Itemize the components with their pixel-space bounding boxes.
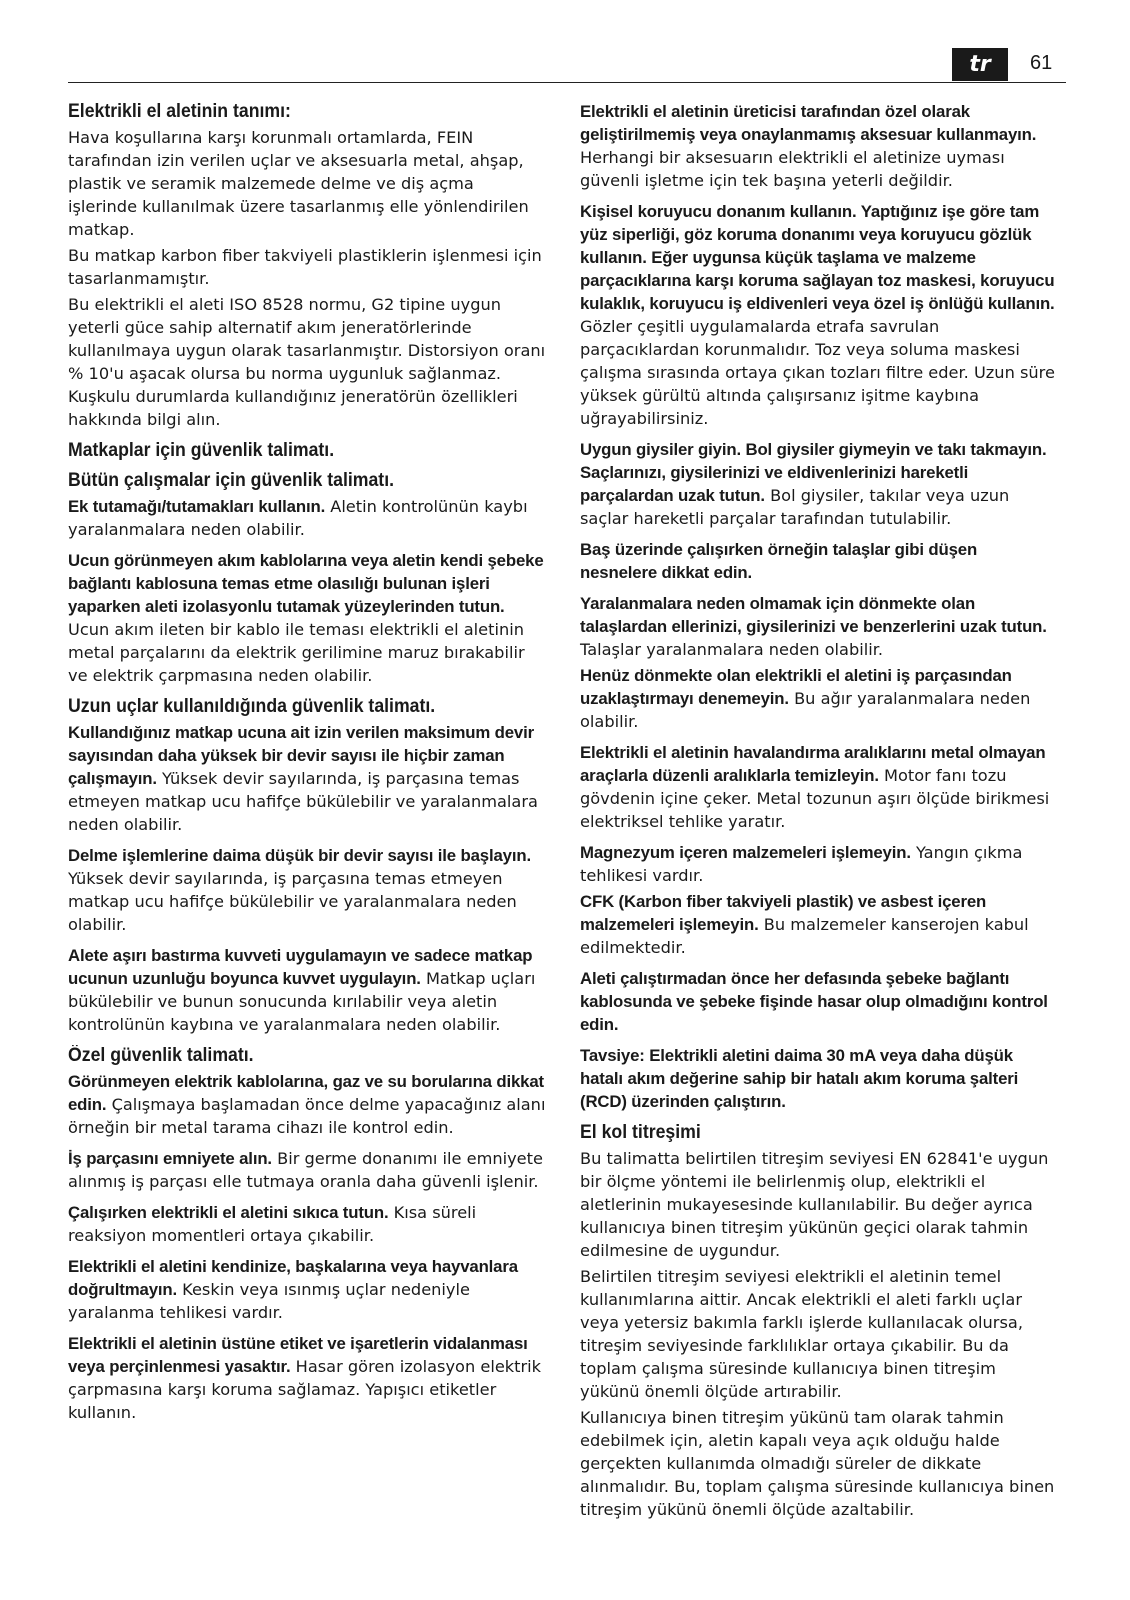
safety-item-text: Bu ağır yaralanmalara neden olabilir.: [580, 689, 1031, 731]
safety-item-overhead-work: [580, 538, 1058, 584]
heading-long-bits-safety: Uzun uçlar kullanıldığında güvenlik talimatı.: [68, 696, 436, 717]
safety-item-bold: Elektrikli el aletinin havalandırma aralıklarını metal olmayan araçlarla düzenli aralıklarla temizleyin.: [580, 743, 1046, 785]
header-rule: [68, 82, 1066, 83]
safety-item-text: Ucun akım ileten bir kablo ile teması elektrikli el aletinin metal parçalarını da elektrik gerilimine maruz bırakabilir ve elektrik çarpmasına neden olabilir.: [68, 620, 525, 685]
safety-item-bold: Kişisel koruyucu donanım kullanın. Yaptığınız işe göre tam yüz siperliği, göz koruma donanımı veya koruyucu gözlük kullanın. Eğer uygunsa küçük taşlama ve malzeme parçacıklarına karşı koruma sağlayan toz maskesi, koruyucu kulaklık, koruyucu iş eldivenleri veya özel iş önlüğü kullanın.: [580, 202, 1055, 313]
safety-item-bold: Elektrikli el aletinin üreticisi tarafından özel olarak geliştirilmemiş veya onaylanmamış aksesuar kullanmayın.: [580, 102, 1037, 144]
page-number: 61: [1030, 52, 1053, 74]
vibration-paragraph-3: Kullanıcıya binen titreşim yükünü tam olarak tahmin edebilmek için, aletin kapalı veya açık olduğu halde gerçekten kullanımda olmadığı süreler de dikkate alınmalıdır. Bu, toplam çalışma süresinde kullanıcıya binen titreşim yükünü önemli ölçüde azaltabilir.: [580, 1408, 1055, 1519]
safety-item-bold: Ek tutamağı/tutamakları kullanın.: [68, 497, 326, 516]
safety-item-text: Gözler çeşitli uygulamalarda etrafa savrulan parçacıklardan korunmalıdır. Toz veya soluma maskesi çalışma sırasında ortaya çıkan tozları filtre eder. Uzun süre yüksek gürültü altında çalışırsanız işitme kaybına uğrayabilirsiniz.: [580, 317, 1055, 428]
safety-item-text: Kısa süreli reaksiyon momentleri ortaya çıkabilir.: [68, 1203, 477, 1245]
safety-item-clean-vents: [580, 741, 1058, 833]
safety-item-bold: Baş üzerinde çalışırken örneğin talaşlar gibi düşen nesnelere dikkat edin.: [580, 540, 978, 582]
heading-all-operations-safety: Bütün çalışmalar için güvenlik talimatı.: [68, 470, 395, 491]
language-tab: tr: [952, 48, 1008, 81]
description-paragraph-3: Bu elektrikli el aleti ISO 8528 normu, G2 tipine uygun yeterli güce sahip alternatif akım jeneratörlerinde kullanılmaya uygun olarak tasarlanmıştır. Distorsiyon oranı % 10'u aşacak olursa bu norma uygunluk sağlanmaz. Kuşkulu durumlarda kullandığınız jeneratörün özellikleri hakkında bilgi alın.: [68, 295, 546, 429]
safety-item-text: Hasar gören izolasyon elektrik çarpmasına karşı koruma sağlamaz. Yapışıcı etiketler kullanın.: [68, 1357, 542, 1422]
safety-item-protective-equipment: [580, 200, 1058, 430]
safety-item-bold: Uygun giysiler giyin. Bol giysiler giymeyin ve takı takmayın. Saçlarınızı, giysilerinizi ve eldivenlerinizi hareketli parçalardan uzak tutun.: [580, 440, 1047, 505]
safety-item-insulated-grip: [68, 549, 546, 687]
safety-item-bold: Elektrikli el aletinin üstüne etiket ve işaretlerin vidalanması veya perçinlenmesi yasaktır.: [68, 1334, 528, 1376]
safety-item-text: Keskin veya ısınmış uçlar nedeniyle yaralanma tehlikesi vardır.: [68, 1280, 470, 1322]
safety-item-excessive-pressure: [68, 944, 546, 1036]
safety-item-no-screwed-labels: [68, 1332, 546, 1424]
safety-item-bold: Henüz dönmekte olan elektrikli el aletini iş parçasından uzaklaştırmayı denemeyin.: [580, 666, 1012, 708]
safety-item-text: Bol giysiler, takılar veya uzun saçlar hareketli parçalar tarafından tutulabilir.: [580, 486, 1010, 528]
safety-item-text: Yangın çıkma tehlikesi vardır.: [580, 843, 1023, 885]
heading-tool-description: Elektrikli el aletinin tanımı:: [68, 101, 291, 122]
heading-special-safety: Özel güvenlik talimatı.: [68, 1045, 254, 1066]
safety-item-text: Yüksek devir sayılarında, iş parçasına temas etmeyen matkap ucu hafifçe bükülebilir ve yaralanmalara neden olabilir.: [68, 869, 517, 934]
safety-item-text: Çalışmaya başlamadan önce delme yapacağınız alanı örneğin bir metal tarama cihazı ile kontrol edin.: [68, 1095, 546, 1137]
safety-item-bold: Aleti çalıştırmadan önce her defasında şebeke bağlantı kablosunda ve şebeke fişinde hasar olup olmadığını kontrol edin.: [580, 969, 1048, 1034]
safety-item-bold: Delme işlemlerine daima düşük bir devir sayısı ile başlayın.: [68, 846, 531, 865]
safety-item-proper-clothing: [580, 438, 1058, 530]
heading-drill-safety: Matkaplar için güvenlik talimatı.: [68, 440, 335, 461]
safety-item-text: Matkap uçları bükülebilir ve bunun sonucunda kırılabilir veya aletin kontrolünün kaybına ve yaralanmalara neden olabilir.: [68, 969, 536, 1034]
safety-item-bold: Alete aşırı bastırma kuvveti uygulamayın ve sadece matkap ucunun uzunluğu boyunca kuvvet uygulayın.: [68, 946, 533, 988]
safety-item-auxiliary-handle: [68, 495, 546, 541]
safety-item-bold: Magnezyum içeren malzemeleri işlemeyin.: [580, 843, 911, 862]
left-column: [68, 100, 546, 1432]
safety-item-text: Yüksek devir sayılarında, iş parçasına temas etmeyen matkap ucu hafifçe bükülebilir ve yaralanmalara neden olabilir.: [68, 769, 538, 834]
safety-item-magnesium: [580, 841, 1058, 887]
safety-item-bold: Ucun görünmeyen akım kablolarına veya aletin kendi şebeke bağlantı kablosuna temas etme olasılığı bulunan işleri yaparken aleti izolasyonlu tutamak yüzeylerinden tutun.: [68, 551, 544, 616]
safety-item-bold: Elektrikli el aletini kendinize, başkalarına veya hayvanlara doğrultmayın.: [68, 1257, 518, 1299]
safety-item-text: Bir germe donanımı ile emniyete alınmış iş parçası elle tutmaya oranla daha güvenli işlenir.: [68, 1149, 543, 1191]
safety-item-cfk-asbestos: [580, 890, 1058, 959]
description-paragraph-1: Hava koşullarına karşı korunmalı ortamlarda, FEIN tarafından izin verilen uçlar ve aksesuarla metal, ahşap, plastik ve seramik malzemede delme ve diş açma işlerinde kullanılmak üzere tasarlanmış elle yönlendirilen matkap.: [68, 128, 529, 239]
vibration-paragraph-1: Bu talimatta belirtilen titreşim seviyesi EN 62841'e uygun bir ölçme yöntemi ile belirlenmiş olup, elektrikli el aletlerinin mukayesesinde kullanılabilir. Bu değer ayrıca kullanıcıya binen titreşim yükünün geçici olarak tahmin edilmesine de uygundur.: [580, 1149, 1049, 1260]
safety-item-do-not-remove-running: [580, 664, 1058, 733]
safety-item-secure-workpiece: [68, 1147, 546, 1193]
heading-hand-arm-vibration: El kol titreşimi: [580, 1122, 701, 1143]
safety-item-bold: Yaralanmalara neden olmamak için dönmekte olan talaşlardan ellerinizi, giysilerinizi ve benzerlerini uzak tutun.: [580, 594, 1047, 636]
safety-item-text: Aletin kontrolünün kaybı yaralanmalara neden olabilir.: [68, 497, 528, 539]
safety-item-bold: Kullandığınız matkap ucuna ait izin verilen maksimum devir sayısından daha yüksek bir devir sayısı ile hiçbir zaman çalışmayın.: [68, 723, 534, 788]
safety-item-text: Motor fanı tozu gövdenin içine çeker. Metal tozunun aşırı ölçüde birikmesi elektriksel tehlike yaratır.: [580, 766, 1050, 831]
vibration-paragraph-2: Belirtilen titreşim seviyesi elektrikli el aletinin temel kullanımlarına aittir. Ancak elektrikli el aleti farklı uçlar veya yetersiz bakımla farklı işlerde kullanılacak olursa, titreşim seviyesinde farklılıklar ortaya çıkabilir. Bu da toplam çalışma süresinde kullanıcıya binen titreşim yükünü önemli ölçüde artırabilir.: [580, 1267, 1023, 1401]
safety-item-hold-firmly: [68, 1201, 546, 1247]
safety-item-rcd-recommendation: [580, 1044, 1058, 1113]
safety-item-bold: Görünmeyen elektrik kablolarına, gaz ve su borularına dikkat edin.: [68, 1072, 544, 1114]
safety-item-rotating-chips: [580, 592, 1058, 661]
safety-item-bold: Tavsiye: Elektrikli aletini daima 30 mA veya daha düşük hatalı akım değerine sahip bir hatalı akım koruma şalteri (RCD) üzerinden çalıştırın.: [580, 1046, 1019, 1111]
safety-item-max-speed: [68, 721, 546, 836]
right-column: [580, 100, 1058, 1524]
safety-item-text: Talaşlar yaralanmalara neden olabilir.: [580, 640, 884, 659]
safety-item-low-speed-start: [68, 844, 546, 936]
description-paragraph-2: Bu matkap karbon fiber takviyeli plastiklerin işlenmesi için tasarlanmamıştır.: [68, 246, 542, 288]
safety-item-text: Herhangi bir aksesuarın elektrikli el aletinize uyması güvenli işletme için tek başına yeterli değildir.: [580, 148, 1005, 190]
safety-item-check-cable: [580, 967, 1058, 1036]
safety-item-approved-accessories: [580, 100, 1058, 192]
safety-item-do-not-point: [68, 1255, 546, 1324]
safety-item-text: Bu malzemeler kanserojen kabul edilmektedir.: [580, 915, 1029, 957]
safety-item-bold: İş parçasını emniyete alın.: [68, 1149, 272, 1168]
safety-item-bold: Çalışırken elektrikli el aletini sıkıca tutun.: [68, 1203, 389, 1222]
safety-item-hidden-cables: [68, 1070, 546, 1139]
safety-item-bold: CFK (Karbon fiber takviyeli plastik) ve asbest içeren malzemeleri işlemeyin.: [580, 892, 987, 934]
